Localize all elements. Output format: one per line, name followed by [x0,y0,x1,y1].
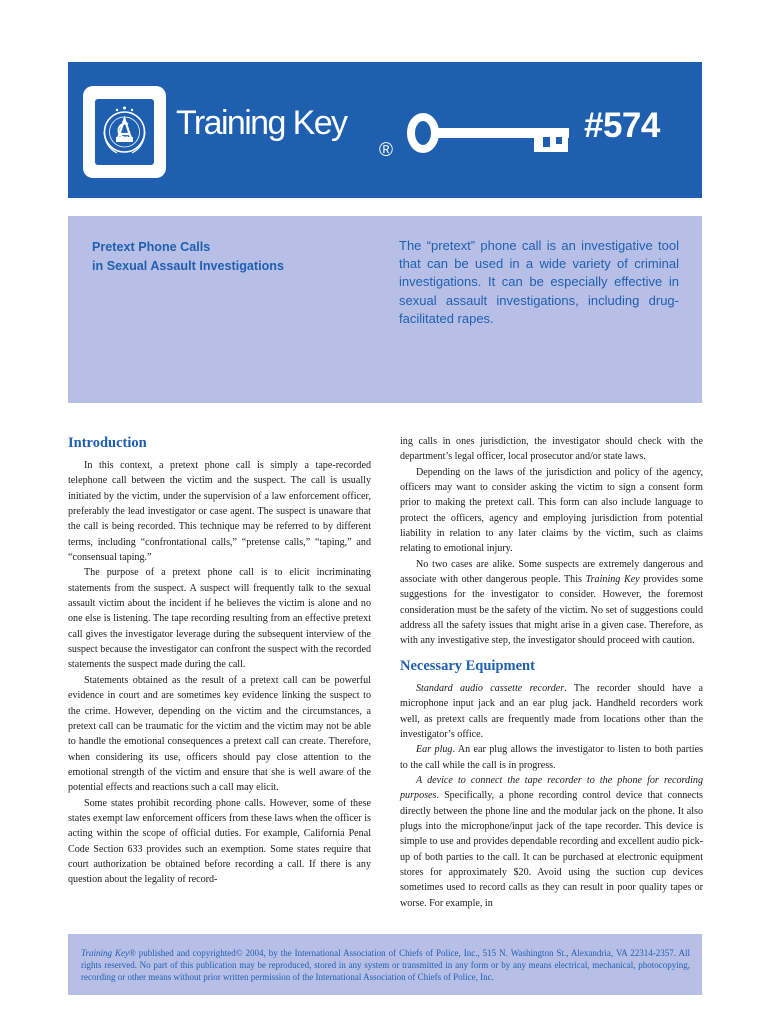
heading-introduction: Introduction [68,435,147,451]
paragraph-text: provides some suggestions for the investigator to consider. However, the foremost consideration must be the safety of the victim. No set of suggestions could address all the safety issues that might arise in a given case. Therefore, as with any investigative step, the investigator should proceed with caution. [400,574,703,647]
paragraph: Depending on the laws of the jurisdiction and policy of the agency, officers may want to consider asking the victim to sign a consent form prior to making the pretext call. This form can also include language to protect the officers, agency and employing jurisdiction from potential liability in relation to any later claims by the victim, such as claims relating to emotional injury. [400,466,703,555]
paragraph-text: . The recorder should have a microphone input jack and an ear plug jack. Handheld recorders work well, as pretext calls are frequently made from locations other than the investigator’s office. [400,682,703,740]
paragraph [400,681,703,742]
copyright-body: ® published and copyrighted© 2004, by the International Association of Chiefs of Police, Inc., 515 N. Washington St., Alexandria, VA 22314-2357. All rights reserved. No part of this publication may be reproduced, stored in any system or transmitted in any form or by any means electrical, mechanical, photocopying, recording or other means without prior written permission of the International Association of Chiefs of Police, Inc. [81,948,690,983]
banner-title: Training Key [176,104,347,142]
key-icon [406,110,582,156]
paragraph [400,557,703,649]
header-banner [68,62,702,198]
paragraph [400,742,703,773]
summary-panel [68,216,702,403]
item-term: A device to connect the tape recorder to the phone for recording purposes [400,774,703,802]
paragraph [400,773,703,911]
publication-name: Training Key [81,948,129,958]
paragraph-text: No two cases are alike. Some suspects are extremely dangerous and associate with other dangerous people. This [400,558,703,586]
copyright-footer [68,934,702,995]
heading-necessary-equipment: Necessary Equipment [400,657,535,674]
item-term: Ear plug [416,744,453,756]
iacp-logo [83,86,166,178]
paragraph-text: . Specifically, a phone recording control device that connects directly between the phone line and the modular jack on the phone. It also plugs into the microphone/input jack of the tape recorder. This device is simple to use and provides dependable recording and excellent audio pick-up of both parties to the call. It can be purchased at electronic equipment stores for approximately $20. Avoid using the suction cup devices sometimes used to record calls as they can result in poor quality tapes or worse. For example, in [400,790,703,909]
paragraph: Some states prohibit recording phone calls. However, some of these states exempt law enforcement officers from these laws when the officer is acting within the scope of official duties. For example, California Penal Code Section 633 provides such an exemption. Some states require that court authorization be obtained before recording a call. If there is any question about the legality of record- [68,797,371,886]
article-column-right [400,434,703,911]
copyright-text [81,947,690,984]
summary-title-line1: Pretext Phone Calls [92,240,211,254]
registered-mark: ® [379,140,393,161]
summary-text: The “pretext” phone call is an investigative tool that can be used in a wide variety of criminal investigations. It can be especially effective in sexual assault investigations, including drug-facilitated rapes. [399,238,679,326]
publication-name: Training Key [585,574,640,586]
article-column-left [68,434,371,888]
paragraph-text: . An ear plug allows the investigator to listen to both parties to the call while the call is in progress. [400,744,703,771]
paragraph: ing calls in ones jurisdiction, the investigator should check with the department’s legal officer, local prosecutor and/or state laws. [400,436,703,463]
paragraph: In this context, a pretext phone call is simply a tape-recorded telephone call between the victim and the suspect. The call is usually initiated by the victim, under the supervision of a law enforcement officer, preferably the lead investigator or case agent. The suspect is unaware that the call is being recorded. This technique may be referred to by different terms, including “confrontational calls,” “pretense calls,” “taping,” and “consensual taping.” [68,460,371,564]
summary-title-line2: in Sexual Assault Investigations [92,259,284,273]
police-seal-icon [95,99,154,165]
paragraph: The purpose of a pretext phone call is to elicit incriminating statements from the suspect. A suspect will frequently talk to the sexual assault victim about the incident if he believes the victim is alone and no one else is listening. The tape recording resulting from an effective pretext call gives the investigator leverage during the subsequent interview of the suspect because the investigator can confront the suspect with the recorded statements the suspect made during the call. [68,567,371,671]
summary-title [92,238,284,276]
paragraph: Statements obtained as the result of a pretext call can be powerful evidence in court and are sometimes key evidence linking the suspect to the crime. However, depending on the victim and the circumstances, a pretext call can be traumatic for the victim and the victim may not be able to handle the emotional consequences a pretext call can create. Therefore, when considering its use, officers should pay close attention to the emotional strength of the victim and ensure that she is well aware of the potential effects and reactions such a call may elicit. [68,674,371,794]
item-term: Standard audio cassette recorder [416,682,565,694]
issue-number: #574 [584,106,660,145]
